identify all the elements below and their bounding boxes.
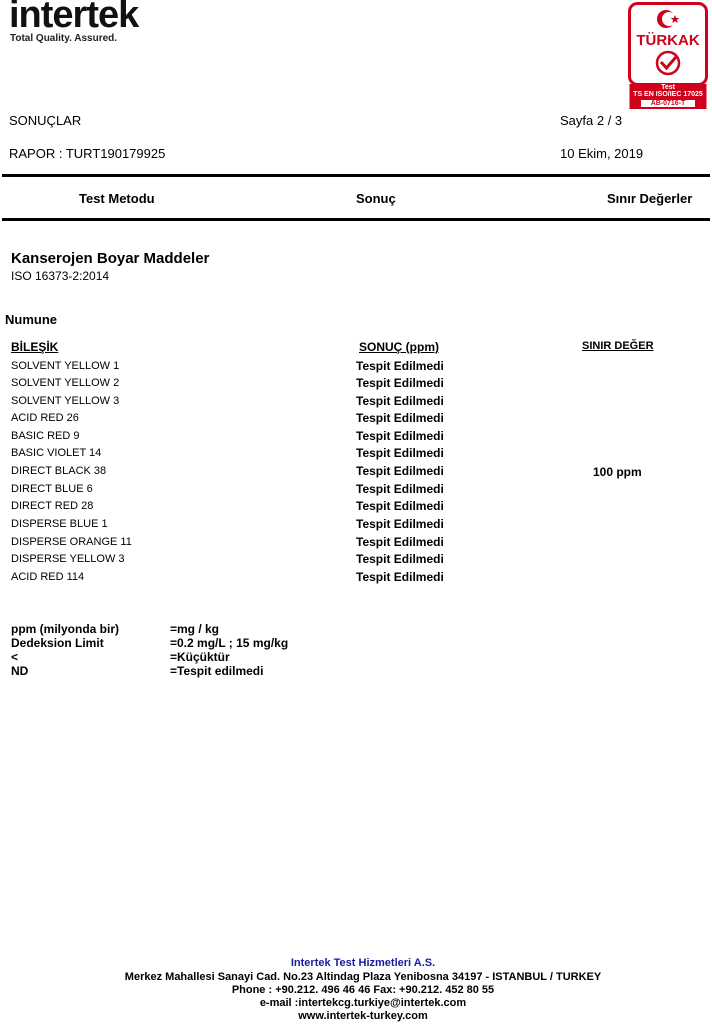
compound-name: DIRECT RED 28: [11, 500, 94, 512]
compound-name: DISPERSE BLUE 1: [11, 518, 108, 530]
compound-name: DIRECT BLUE 6: [11, 483, 93, 495]
footer-phone: Phone : +90.212. 496 46 46 Fax: +90.212. 452 80 55: [231, 984, 495, 996]
seal-test-label: Test: [661, 84, 675, 91]
compound-result: Tespit Edilmedi: [356, 552, 444, 566]
header-bottom-rule: [2, 218, 710, 221]
limit-value: 100 ppm: [593, 465, 642, 479]
limit-heading: SINIR DEĞER: [582, 340, 654, 352]
legend-key: <: [11, 650, 19, 664]
section-label: SONUÇLAR: [9, 113, 82, 128]
legend-value: =Tespit edilmedi: [170, 664, 264, 678]
footer-company: Intertek Test Hizmetleri A.S.: [290, 957, 436, 969]
legend-key: ND: [11, 664, 29, 678]
report-number: RAPOR : TURT190179925: [9, 146, 166, 161]
compound-name: SOLVENT YELLOW 2: [11, 377, 120, 389]
result-heading: SONUÇ (ppm): [359, 340, 439, 354]
seal-standard: TS EN ISO/IEC 17025: [633, 91, 703, 98]
header-top-rule: [2, 174, 710, 177]
footer-website: www.intertek-turkey.com: [298, 1010, 428, 1022]
compound-name: SOLVENT YELLOW 1: [11, 360, 120, 372]
compound-result: Tespit Edilmedi: [356, 570, 444, 584]
compound-result: Tespit Edilmedi: [356, 446, 444, 460]
compound-name: BASIC RED 9: [11, 430, 80, 442]
compound-name: DISPERSE YELLOW 3: [11, 553, 125, 565]
compound-name: ACID RED 114: [11, 571, 85, 583]
sample-label: Numune: [5, 312, 57, 327]
legend-key: ppm (milyonda bir): [11, 622, 119, 636]
turkak-accreditation-seal: [628, 2, 708, 110]
legend-key: Dedeksion Limit: [11, 636, 104, 650]
legend-value: =Küçüktür: [170, 650, 230, 664]
svg-text:TÜRKAK: TÜRKAK: [636, 32, 700, 49]
col-limits: Sınır Değerler: [607, 191, 693, 206]
intertek-logo: intertek: [9, 0, 139, 36]
footer-address: Merkez Mahallesi Sanayi Cad. No.23 Altindag Plaza Yenibosna 34197 - ISTANBUL / TURKEY: [124, 971, 602, 983]
compound-result: Tespit Edilmedi: [356, 411, 444, 425]
col-result: Sonuç: [356, 191, 396, 206]
compound-heading: BİLEŞİK: [11, 340, 59, 354]
compound-result: Tespit Edilmedi: [356, 429, 444, 443]
report-date: 10 Ekim, 2019: [560, 146, 644, 161]
compound-name: DISPERSE ORANGE 11: [11, 536, 132, 548]
legend-value: =0.2 mg/L ; 15 mg/kg: [170, 636, 289, 650]
logo-tagline: Total Quality. Assured.: [10, 33, 118, 44]
col-test-method: Test Metodu: [79, 191, 155, 206]
compound-name: ACID RED 26: [11, 412, 79, 424]
compound-result: Tespit Edilmedi: [356, 359, 444, 373]
compound-name: BASIC VIOLET 14: [11, 447, 102, 459]
compound-result: Tespit Edilmedi: [356, 517, 444, 531]
section-title: Kanserojen Boyar Maddeler: [11, 250, 210, 267]
seal-code: AB-0716-T: [641, 100, 695, 107]
test-standard: ISO 16373-2:2014: [11, 269, 110, 283]
compound-result: Tespit Edilmedi: [356, 394, 444, 408]
legend-value: =mg / kg: [170, 622, 220, 636]
footer-email: e-mail :intertekcg.turkiye@intertek.com: [259, 997, 467, 1009]
compound-name: SOLVENT YELLOW 3: [11, 395, 120, 407]
page-info: Sayfa 2 / 3: [560, 113, 623, 128]
compound-result: Tespit Edilmedi: [356, 376, 444, 390]
compound-result: Tespit Edilmedi: [356, 464, 444, 478]
compound-name: DIRECT BLACK 38: [11, 465, 107, 477]
compound-result: Tespit Edilmedi: [356, 499, 444, 513]
compound-result: Tespit Edilmedi: [356, 535, 444, 549]
compound-result: Tespit Edilmedi: [356, 482, 444, 496]
